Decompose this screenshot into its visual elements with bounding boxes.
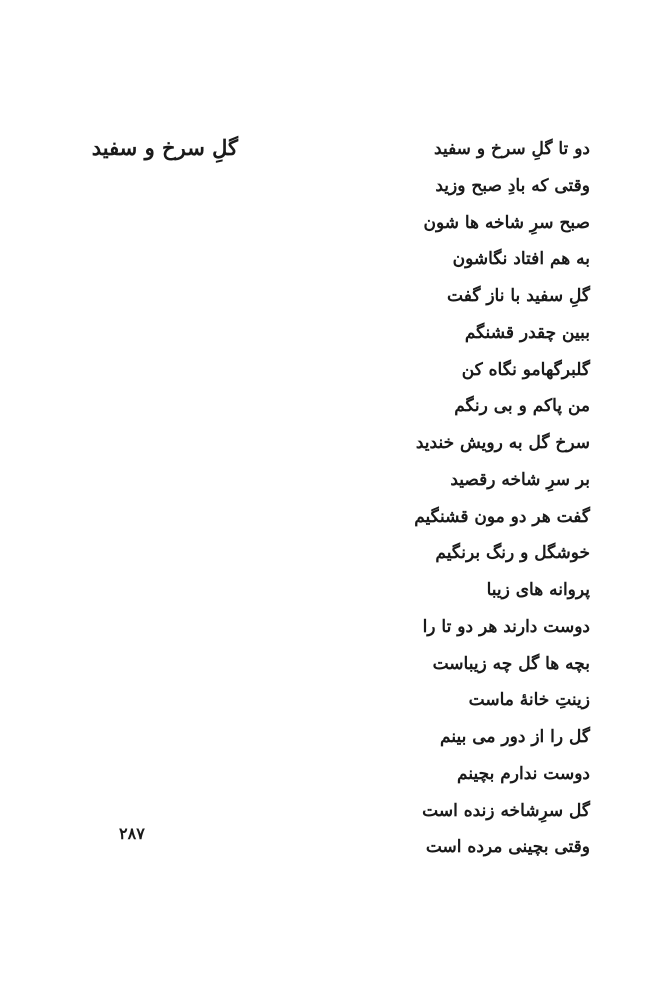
poem-line: دو تا گلِ سرخ و سفید	[434, 139, 590, 159]
poem-line: زینتِ خانهٔ ماست	[468, 690, 590, 711]
poem-line: گلبرگهامو نگاه کن	[461, 359, 590, 380]
poem-line: صبح سرِ شاخه ها شون	[423, 212, 590, 233]
poem-line: ببین چقدر قشنگم	[464, 322, 590, 343]
poem-line: سرخ گل به رویش خندید	[415, 433, 590, 453]
poem-line: گفت هر دو مون قشنگیم	[414, 506, 590, 527]
poem-line: وقتی بچینی مرده است	[425, 837, 590, 858]
poem-line: دوست دارند هر دو تا را	[422, 616, 590, 637]
poem-line: گلِ سفید با ناز گفت	[447, 286, 590, 306]
poem-line: خوشگل و رنگ برنگیم	[435, 543, 590, 564]
poem-line: پروانه های زیبا	[486, 580, 590, 600]
poem-line: گل را از دور می بینم	[440, 727, 590, 747]
poem-line: بچه ها گل چه زیباست	[432, 653, 590, 674]
page-number: ۲۸۷	[119, 824, 145, 843]
poem-line: وقتی که بادِ صبح وزید	[435, 175, 590, 196]
poem-title: گلِ سرخ و سفید	[91, 135, 238, 160]
poem-line: دوست ندارم بچینم	[457, 763, 590, 784]
poem-line: گل سرِشاخه زنده است	[422, 800, 590, 821]
poem-line: به هم افتاد نگاشون	[452, 249, 590, 270]
poem-body	[350, 134, 590, 869]
poem-line: بر سرِ شاخه رقصید	[450, 469, 590, 490]
poem-line: من پاکم و بی رنگم	[454, 396, 590, 417]
